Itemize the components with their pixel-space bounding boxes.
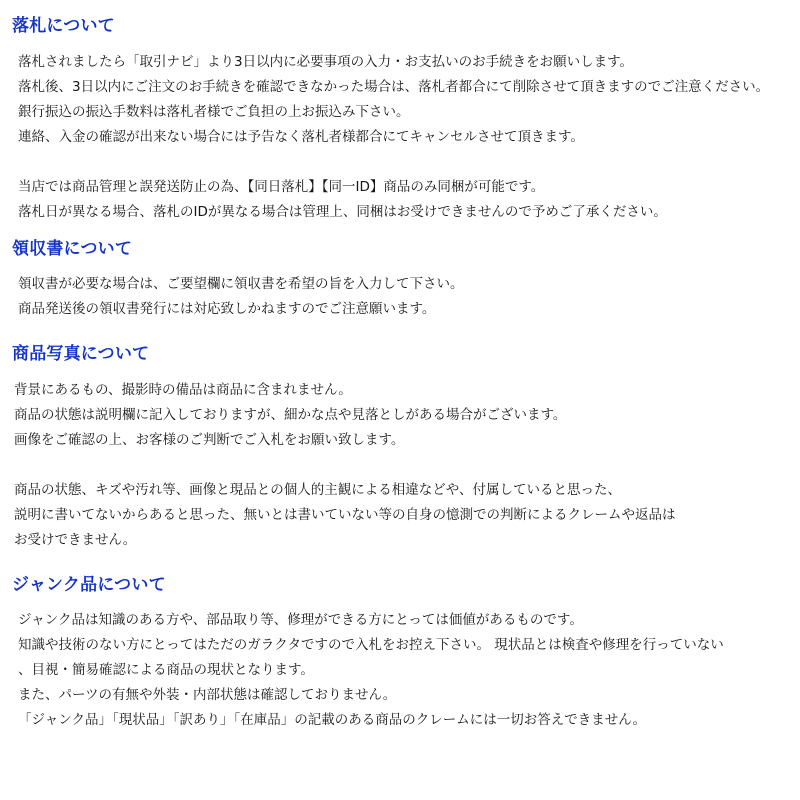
paragraph (10, 478, 790, 553)
text-line: 落札されましたら「取引ナビ」より3日以内に必要事項の入力・お支払いのお手続きをお願いします。 (18, 53, 634, 70)
text-line: 、目視・簡易確認による商品の現状となります。 (18, 662, 314, 678)
paragraph (10, 175, 790, 225)
paragraph (10, 608, 790, 733)
text-line: 説明に書いてないからあると思った、無いとは書いていない等の自身の憶測での判断によるクレームや返品は (14, 506, 676, 523)
section-heading: ジャンク品について (12, 574, 166, 595)
section-heading: 商品写真について (12, 344, 150, 364)
text-line: また、パーツの有無や外装・内部状態は確認しておりません。 (18, 687, 397, 703)
section-about-receipt (10, 237, 790, 323)
text-line: 「ジャンク品」「現状品」「訳あり」「在庫品」の記載のある商品のクレームには一切お答えできません。 (18, 712, 647, 728)
text-line: 落札日が異なる場合、落札のIDが異なる場合は管理上、同梱はお受けできませんので予めご了承ください。 (18, 203, 667, 220)
section-about-junk-items (10, 573, 790, 734)
section-heading: 落札について (12, 16, 115, 36)
text-line: 画像をご確認の上、お客様のご判断でご入札をお願い致します。 (14, 431, 405, 448)
text-line: 銀行振込の振込手数料は落札者様でご負担の上お振込み下さい。 (18, 103, 410, 120)
text-line: 当店では商品管理と誤発送防止の為、【同日落札】【同一ID】商品のみ同梱が可能です。 (18, 178, 545, 195)
section-about-product-photos (10, 342, 790, 553)
section-gap (10, 225, 790, 237)
text-line: 商品の状態、キズや汚れ等、画像と現品との個人的主観による相違などや、付属していると思った、 (14, 481, 621, 498)
text-line: ジャンク品は知識のある方や、部品取り等、修理ができる方にとっては価値があるものです。 (18, 612, 583, 628)
text-line: 商品の状態は説明欄に記入しておりますが、細かな点や見落としがある場合がございます。 (14, 406, 567, 423)
paragraph-gap (10, 150, 790, 175)
section-gap (10, 322, 790, 342)
paragraph (10, 272, 790, 322)
text-line: 領収書が必要な場合は、ご要望欄に領収書を希望の旨を入力して下さい。 (18, 276, 464, 292)
section-gap (10, 553, 790, 573)
section-about-bidding (10, 14, 790, 225)
text-line: 落札後、3日以内にご注文のお手続きを確認できなかった場合は、落札者都合にて削除させて頂きますのでご注意ください。 (18, 78, 770, 95)
section-heading: 領収書について (12, 238, 133, 259)
paragraph (10, 50, 790, 150)
paragraph-gap (10, 453, 790, 478)
text-line: 連絡、入金の確認が出来ない場合には予告なく落札者様都合にてキャンセルさせて頂きます。 (18, 128, 584, 145)
text-line: 背景にあるもの、撮影時の備品は商品に含まれません。 (14, 381, 352, 398)
text-line: 商品発送後の領収書発行には対応致しかねますのでご注意願います。 (18, 301, 436, 317)
text-line: お受けできません。 (14, 531, 137, 548)
text-line: 知識や技術のない方にとってはただのガラクタですので入札をお控え下さい。 現状品とは検査や修理を行っていない (18, 637, 724, 653)
paragraph (10, 378, 790, 453)
